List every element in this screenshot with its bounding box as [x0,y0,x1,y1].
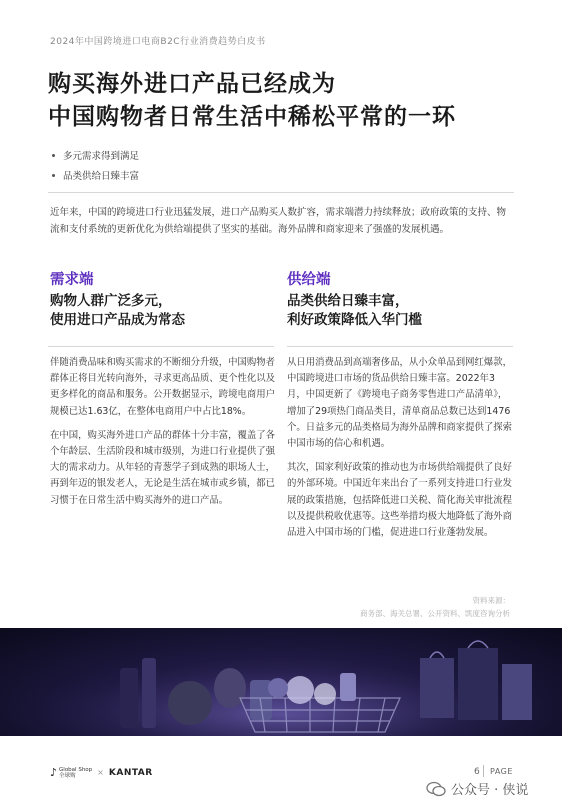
body-paragraph: 其次，国家利好政策的推动也为市场供给端提供了良好的外部环境。中国近年来出台了一系列支持进口行业发展的政策措施，包括降低进口关税、简化海关审批流程以及提供税收优惠等。这些举措均极大地降低了海外商品进入中国市场的门槛，促进进口行业蓬勃发展。 [287,462,513,539]
body-paragraph: 从日用消费品到高端奢侈品，从小众单品到网红爆款，中国跨境进口市场的货品供给日臻丰富。2022年3月，中国更新了《跨境电子商务零售进口产品清单》，增加了29项热门商品类目，清单商品总数已达到1476个。日益多元的品类格局为海外品牌和商家提供了探索中国市场的信心和机遇。 [287,357,513,450]
bullet-item [52,165,139,185]
demand-side-heading: 需求端 [50,272,94,288]
bullet-list [52,145,139,185]
global-shop-logo [59,767,92,779]
supply-side-body [287,355,513,549]
tiktok-logo-icon: ♪ [50,766,58,779]
watermark-text: 公众号 · 侠说 [451,783,529,798]
shopping-cart-banner-image [0,628,562,736]
bullet-item [52,145,139,165]
bullet-dot-icon [52,174,55,177]
subheading-line-2: 利好政策降低入华门槛 [287,312,422,328]
demand-side-subheading [50,292,185,330]
logo-text: 全球购 [59,772,76,779]
intro-paragraph: 近年来，中国的跨境进口行业迅猛发展，进口产品购买人数扩容，需求端潜力持续释放；政府政策的支持、物流和支付系统的更新优化为供给端提供了坚实的基础。海外品牌和商家迎来了强盛的发展机遇。 [50,207,507,235]
source-text: 商务部、海关总署、公开资料、凯度咨询分析 [360,609,510,618]
document-header: 2024年中国跨境进口电商B2C行业消费趋势白皮书 [50,37,266,47]
source-note [360,594,510,620]
title-line-1: 购买海外进口产品已经成为 [48,71,336,97]
logo-separator: × [97,768,104,777]
divider [287,346,513,347]
page-title [48,68,456,134]
demand-side-body [50,355,276,517]
page-number: 6 [474,767,480,777]
wechat-watermark [426,779,528,798]
kantar-logo: KANTAR [108,767,153,778]
subheading-line-1: 品类供给日臻丰富， [287,293,409,309]
title-line-2: 中国购物者日常生活中稀松平常的一环 [48,104,456,130]
page-label: PAGE [490,767,513,776]
body-paragraph: 伴随消费品味和购买需求的不断细分升级，中国购物者群体正将目光转向海外，寻求更高品质、更个性化以及更多样化的商品和服务。公开数据显示，跨境电商用户规模已达1.63亿，在整体电商用户中占比18%。 [50,357,276,417]
footer-logos [50,766,153,779]
bullet-text: 多元需求得到满足 [63,151,140,162]
divider [48,192,514,193]
supply-side-subheading [287,292,422,330]
wechat-icon [426,781,446,797]
source-label: 资料来源： [472,596,510,605]
divider [48,346,274,347]
banner-illustration [0,628,562,736]
bullet-text: 品类供给日臻丰富 [63,171,140,182]
supply-side-heading: 供给端 [287,272,331,288]
logo-text: Global Shop [59,766,93,773]
bullet-dot-icon [52,154,55,157]
subheading-line-1: 购物人群广泛多元， [50,293,172,309]
divider [483,765,484,777]
subheading-line-2: 使用进口产品成为常态 [50,312,185,328]
body-paragraph: 在中国，购买海外进口产品的群体十分丰富，覆盖了各个年龄层、生活阶段和城市级别，为进口行业提供了强大的需求动力。从年轻的青葱学子到成熟的职场人士，再到年迈的银发老人，无论是生活在城市或乡镇，都已习惯于在日常生活中购买海外的进口产品。 [50,429,276,506]
